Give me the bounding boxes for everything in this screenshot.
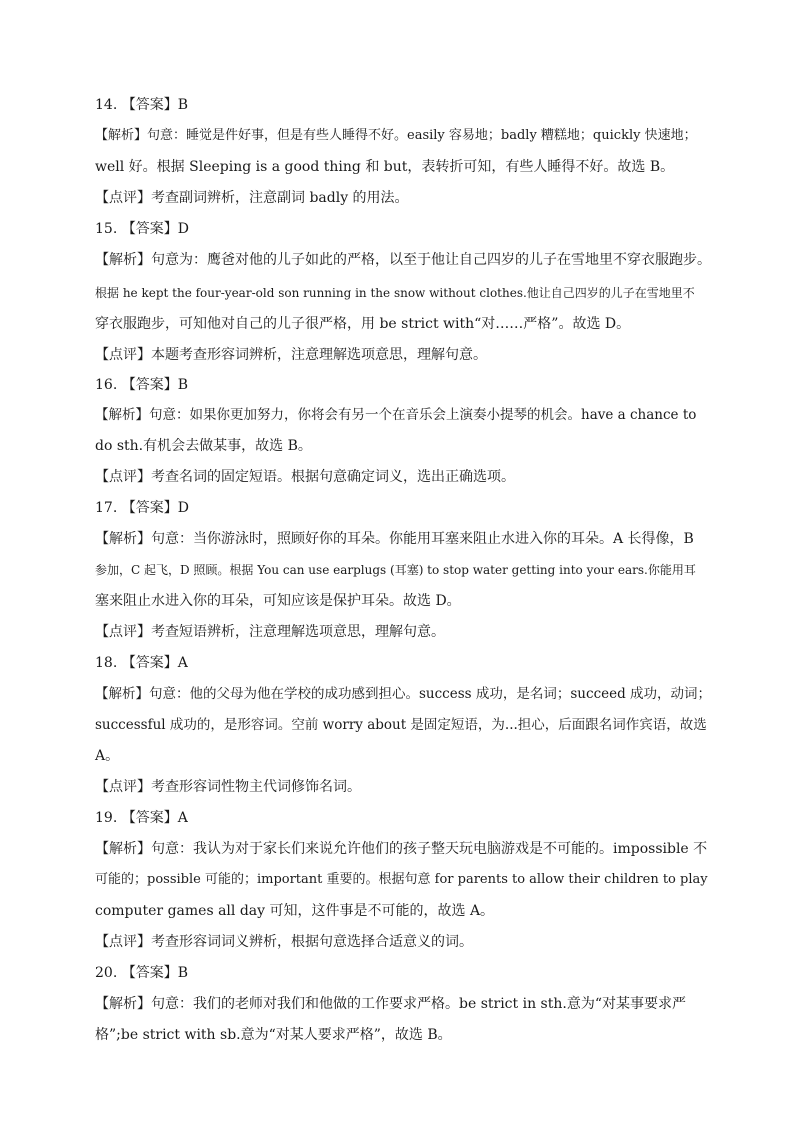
answer-heading: 19. 【答案】A: [95, 810, 188, 826]
analysis-line: well 好。根据 Sleeping is a good thing 和 but，表转折可知，有些人睡得不好。故选 B。: [95, 159, 675, 175]
analysis-line: 【解析】句意：他的父母为他在学校的成功感到担心。success 成功，是名词；succeed 成功，动词；: [95, 686, 712, 702]
analysis-line: 穿衣服跑步，可知他对自己的儿子很严格，用 be strict with“对……严格”。故选 D。: [95, 316, 631, 332]
analysis-line: 【解析】句意：我认为对于家长们来说允许他们的孩子整天玩电脑游戏是不可能的。impossible 不: [95, 841, 708, 857]
answer-heading: 15. 【答案】D: [95, 221, 189, 237]
comment-line: 【点评】考查名词的固定短语。根据句意确定词义，选出正确选项。: [95, 469, 515, 485]
analysis-line: 【解析】句意：睡觉是件好事，但是有些人睡得不好。easily 容易地；badly 糟糕地；quickly 快速地；: [95, 128, 697, 143]
analysis-line: successful 成功的，是形容词。空前 worry about 是固定短语，为...担心，后面跟名词作宾语，故选: [95, 717, 707, 733]
analysis-line: 【解析】句意：如果你更加努力，你将会有另一个在音乐会上演奏小提琴的机会。have a chance to: [95, 407, 697, 423]
analysis-line: 【解析】句意：我们的老师对我们和他做的工作要求严格。be strict in sth.意为“对某事要求严: [95, 996, 686, 1012]
comment-line: 【点评】本题考查形容词辨析，注意理解选项意思，理解句意。: [95, 347, 487, 363]
comment-line: 【点评】考查副词辨析，注意副词 badly 的用法。: [95, 190, 409, 206]
analysis-line: A。: [95, 748, 120, 764]
answer-heading: 20. 【答案】B: [95, 965, 189, 981]
analysis-line: 参加，C 起飞，D 照顾。根据 You can use earplugs (耳塞) to stop water getting into your ears.你能用耳: [95, 563, 696, 577]
analysis-line: 可能的；possible 可能的；important 重要的。根据句意 for parents to allow their children to play: [95, 872, 708, 887]
answer-heading: 16. 【答案】B: [95, 377, 189, 393]
comment-line: 【点评】考查形容词性物主代词修饰名词。: [95, 779, 361, 795]
comment-line: 【点评】考查短语辨析，注意理解选项意思，理解句意。: [95, 624, 445, 640]
analysis-line: 塞来阻止水进入你的耳朵，可知应该是保护耳朵。故选 D。: [95, 593, 461, 609]
analysis-line: 根据 he kept the four-year-old son running in the snow without clothes.他让自己四岁的儿子在雪地里不: [95, 286, 695, 300]
analysis-line: computer games all day 可知，这件事是不可能的，故选 A。: [95, 903, 495, 919]
answer-heading: 14. 【答案】B: [95, 97, 189, 113]
analysis-line: do sth.有机会去做某事，故选 B。: [95, 438, 312, 454]
analysis-line: 【解析】句意：当你游泳时，照顾好你的耳朵。你能用耳塞来阻止水进入你的耳朵。A 长得像，B: [95, 531, 694, 547]
analysis-line: 格”;be strict with sb.意为“对某人要求严格”，故选 B。: [95, 1027, 452, 1043]
comment-line: 【点评】考查形容词词义辨析，根据句意选择合适意义的词。: [95, 934, 473, 950]
answer-heading: 18. 【答案】A: [95, 655, 188, 671]
answer-heading: 17. 【答案】D: [95, 500, 189, 516]
analysis-line: 【解析】句意为：鹰爸对他的儿子如此的严格，以至于他让自己四岁的儿子在雪地里不穿衣服跑步。: [95, 252, 711, 268]
